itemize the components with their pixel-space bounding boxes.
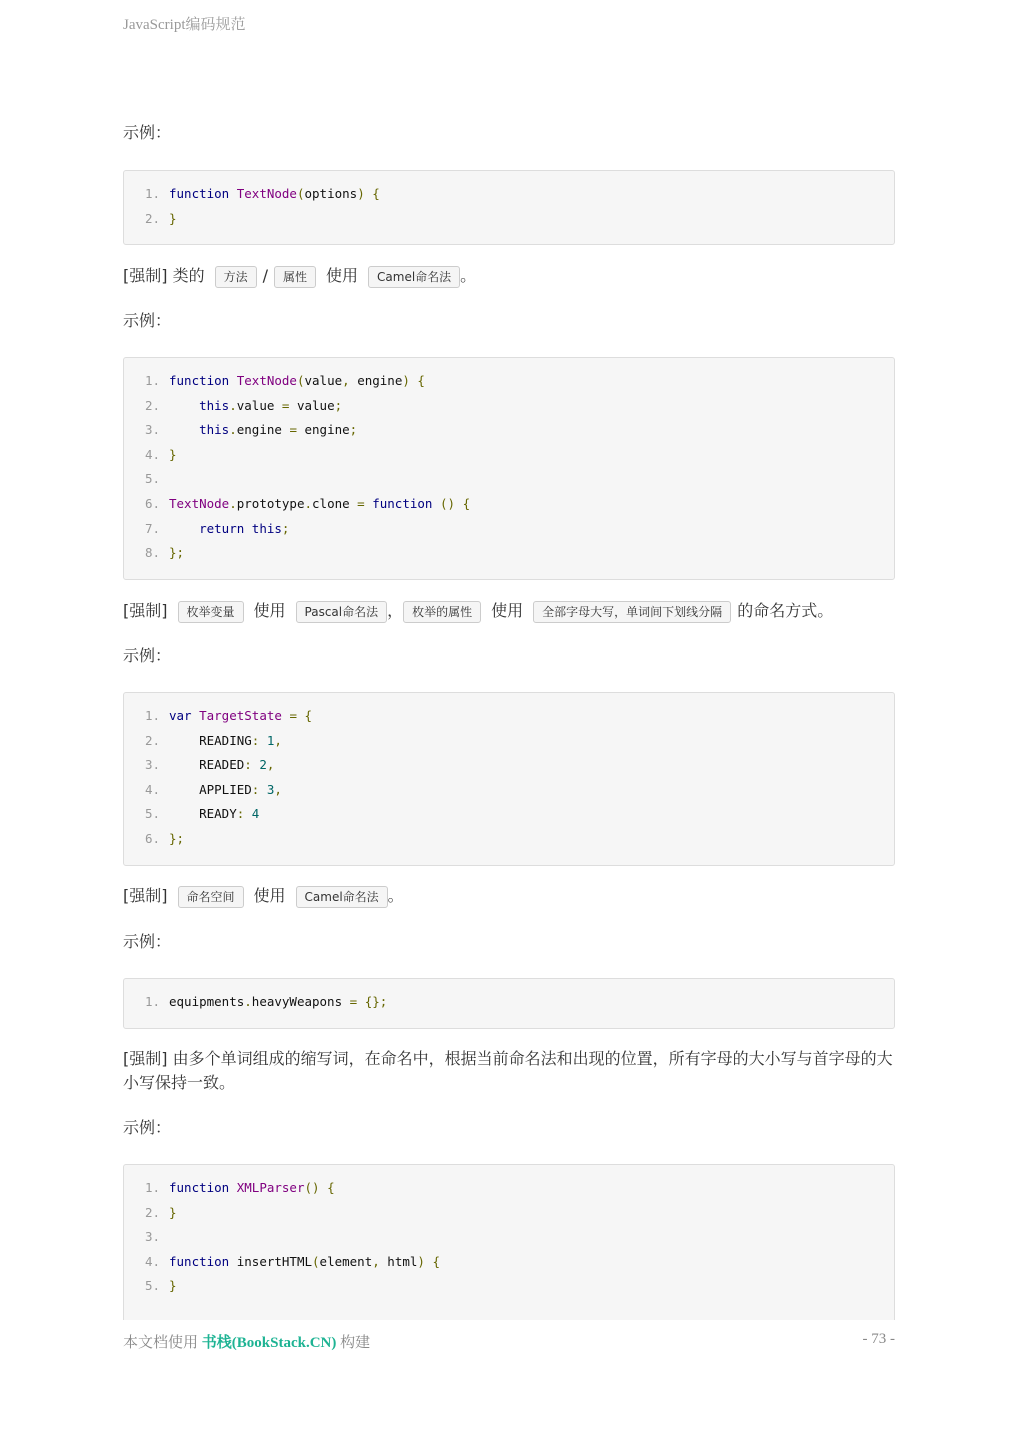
line-number: 1. — [144, 186, 160, 201]
rule-text: [强制] — [123, 601, 168, 620]
line-number: 1. — [144, 708, 160, 723]
code-line — [124, 778, 894, 803]
code-line — [124, 827, 894, 852]
line-number: 2. — [144, 1204, 160, 1220]
line-number: 1. — [144, 994, 160, 1009]
code-text: equipments.heavyWeapons = {}; — [169, 994, 388, 1009]
code-line — [124, 802, 894, 827]
code-text: function TextNode(value, engine) { — [169, 373, 425, 388]
rule-text: 使用 — [326, 266, 359, 285]
code-block — [123, 170, 895, 245]
line-number: 6. — [144, 495, 160, 511]
code-line — [124, 1250, 894, 1275]
code-text: } — [169, 210, 177, 226]
rule-text: [强制] — [123, 886, 168, 905]
code-line — [124, 394, 894, 419]
code-line — [124, 418, 894, 443]
code-text: function TextNode(options) { — [169, 186, 380, 201]
code-block — [123, 978, 895, 1029]
code-text: return this; — [199, 520, 290, 536]
rule-text: 。 — [387, 886, 404, 905]
inline-code: 命名空间 — [178, 886, 244, 908]
inline-code: 枚举变量 — [178, 601, 244, 623]
rule-text: 使用 — [253, 886, 286, 905]
code-text: }; — [169, 830, 185, 846]
inline-code: 方法 — [215, 266, 257, 288]
rule-text: ， — [387, 601, 404, 620]
inline-code: 全部字母大写，单词间下划线分隔 — [533, 601, 731, 623]
code-line — [124, 1176, 894, 1201]
code-line — [124, 369, 894, 394]
code-line — [124, 207, 894, 232]
code-text: var TargetState = { — [169, 708, 313, 723]
line-number: 2. — [144, 210, 160, 226]
code-line — [124, 467, 894, 492]
rule-text: 使用 — [491, 601, 524, 620]
rule-text: 的命名方式。 — [737, 601, 834, 620]
line-number: 4. — [144, 781, 160, 797]
line-number: 7. — [144, 520, 160, 536]
page-number: - 73 - — [862, 1331, 895, 1347]
example-label: 示例： — [123, 932, 172, 951]
code-text: } — [169, 1204, 177, 1220]
code-line — [124, 1201, 894, 1226]
code-text: function XMLParser() { — [169, 1180, 335, 1195]
code-line — [124, 990, 894, 1015]
line-number: 3. — [144, 1229, 160, 1245]
page-header-title: JavaScript编码规范 — [123, 17, 246, 33]
line-number: 5. — [144, 471, 160, 487]
code-text: READY: 4 — [169, 806, 260, 822]
code-text: this.value = value; — [199, 397, 343, 413]
code-text: READED: 2, — [169, 757, 275, 773]
document-content — [123, 0, 895, 1320]
example-label: 示例： — [123, 646, 172, 665]
rule-text: 。 — [460, 266, 477, 285]
example-label: 示例： — [123, 1118, 172, 1137]
code-line — [124, 704, 894, 729]
code-text: }; — [169, 545, 185, 561]
line-number: 2. — [144, 397, 160, 413]
inline-code: Camel命名法 — [296, 886, 388, 908]
code-text: this.engine = engine; — [199, 422, 358, 438]
line-number: 8. — [144, 545, 160, 561]
line-number: 1. — [144, 373, 160, 388]
code-text: TextNode.prototype.clone = function () { — [169, 495, 471, 511]
code-line — [124, 492, 894, 517]
code-text: } — [169, 1278, 177, 1294]
line-number: 4. — [144, 1253, 160, 1269]
footer-text: 构建 — [336, 1335, 371, 1351]
inline-code: Pascal命名法 — [296, 601, 388, 623]
code-line — [124, 1274, 894, 1299]
code-line — [124, 541, 894, 566]
inline-code: 属性 — [274, 266, 316, 288]
line-number: 2. — [144, 732, 160, 748]
code-block — [123, 692, 895, 866]
code-text: READING: 1, — [169, 732, 282, 748]
code-line — [124, 182, 894, 207]
code-text: } — [169, 446, 177, 462]
code-line — [124, 753, 894, 778]
code-block — [123, 357, 895, 580]
code-text: APPLIED: 3, — [169, 781, 282, 797]
bookstack-link[interactable]: 书栈(BookStack.CN) — [201, 1335, 337, 1351]
line-number: 5. — [144, 806, 160, 822]
example-label: 示例： — [123, 123, 172, 142]
rule-namespace — [123, 884, 404, 908]
code-line — [124, 729, 894, 754]
code-line — [124, 1225, 894, 1250]
example-label: 示例： — [123, 311, 172, 330]
inline-code: 枚举的属性 — [403, 601, 481, 623]
line-number: 3. — [144, 422, 160, 438]
code-line — [124, 517, 894, 542]
inline-code: Camel命名法 — [368, 266, 460, 288]
line-number: 5. — [144, 1278, 160, 1294]
code-block — [123, 1164, 895, 1320]
rule-text: / — [262, 266, 268, 285]
footer-text: 本文档使用 — [123, 1335, 202, 1351]
line-number: 3. — [144, 757, 160, 773]
rule-text: 使用 — [253, 601, 286, 620]
rule-enum — [123, 599, 833, 623]
code-text: function insertHTML(element, html) { — [169, 1253, 440, 1269]
line-number: 1. — [144, 1180, 160, 1195]
rule-abbreviations: [强制] 由多个单词组成的缩写词，在命名中，根据当前命名法和出现的位置，所有字母的大小写与首字母的大小写保持一致。 — [123, 1049, 893, 1092]
rule-class-methods — [123, 264, 476, 288]
rule-text: [强制] 类的 — [123, 266, 205, 285]
footer-credit — [123, 1331, 370, 1352]
line-number: 6. — [144, 830, 160, 846]
code-line — [124, 443, 894, 468]
line-number: 4. — [144, 446, 160, 462]
